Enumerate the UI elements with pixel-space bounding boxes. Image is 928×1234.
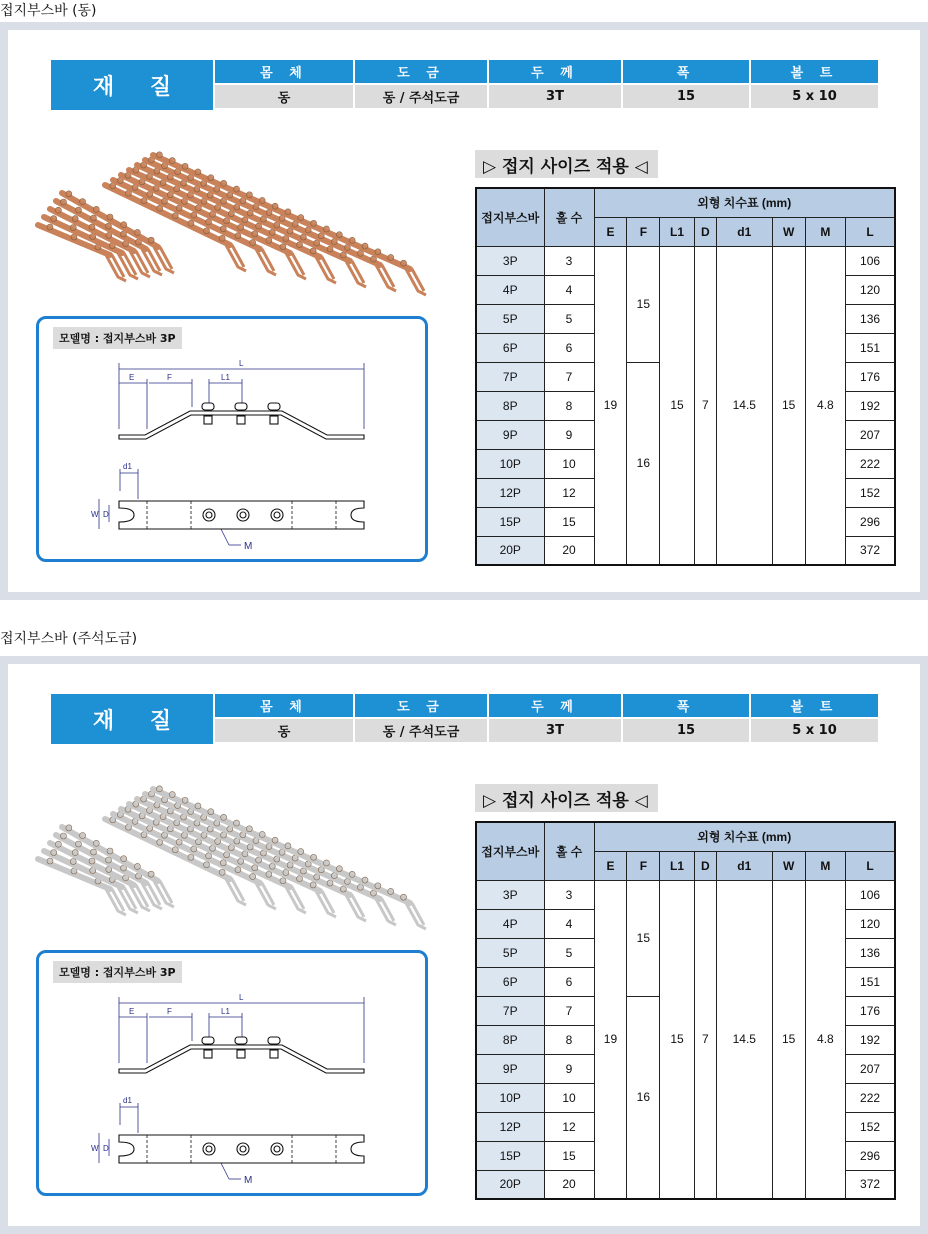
col-header-f: F <box>627 217 660 246</box>
spec-value-body: 동 <box>215 85 353 108</box>
spec-value-bolt: 5 x 10 <box>751 719 878 742</box>
l-cell: 192 <box>846 1025 895 1054</box>
model-cell: 6P <box>476 967 544 996</box>
dimension-label: L1 <box>221 373 230 382</box>
col-header-d: D <box>694 217 716 246</box>
model-cell: 4P <box>476 275 544 304</box>
dimension-label: L <box>239 993 244 1002</box>
dimension-label: W <box>91 1144 99 1153</box>
l-cell: 120 <box>846 275 895 304</box>
material-spec-bar <box>51 694 878 744</box>
l-cell: 106 <box>846 880 895 909</box>
holes-cell: 9 <box>544 1054 594 1083</box>
f-cell-top: 15 <box>627 880 660 996</box>
f-cell-top: 15 <box>627 246 660 362</box>
model-cell: 10P <box>476 1083 544 1112</box>
busbar-drawing <box>39 953 425 1193</box>
col-header-d1: d1 <box>716 851 772 880</box>
spec-header-width: 폭 <box>623 60 749 85</box>
spec-value-thickness: 3T <box>489 719 621 742</box>
dimension-label: F <box>167 373 172 382</box>
busbar-drawing <box>39 319 425 559</box>
holes-cell: 15 <box>544 507 594 536</box>
spec-header-thickness: 두 께 <box>489 694 621 719</box>
group-header-dimensions: 외형 치수표 (mm) <box>594 822 895 851</box>
l-cell: 151 <box>846 333 895 362</box>
col-header-l: L <box>846 217 895 246</box>
holes-cell: 8 <box>544 1025 594 1054</box>
dimension-label: d1 <box>123 1096 132 1105</box>
m-cell: 4.8 <box>805 880 846 1199</box>
dimension-label: D <box>103 1144 109 1153</box>
spec-value-width: 15 <box>623 719 749 742</box>
group-header-dimensions: 외형 치수표 (mm) <box>594 188 895 217</box>
holes-cell: 12 <box>544 478 594 507</box>
col-header-l1: L1 <box>660 217 694 246</box>
model-cell: 5P <box>476 304 544 333</box>
model-cell: 3P <box>476 880 544 909</box>
l-cell: 176 <box>846 362 895 391</box>
l-cell: 296 <box>846 507 895 536</box>
l-cell: 372 <box>846 1170 895 1199</box>
holes-cell: 7 <box>544 362 594 391</box>
dimension-table <box>475 187 896 566</box>
e-cell: 19 <box>594 246 627 565</box>
dimension-label: L <box>239 359 244 368</box>
holes-cell: 3 <box>544 246 594 275</box>
holes-cell: 20 <box>544 536 594 565</box>
l-cell: 222 <box>846 1083 895 1112</box>
l-cell: 207 <box>846 420 895 449</box>
model-cell: 6P <box>476 333 544 362</box>
l-cell: 152 <box>846 478 895 507</box>
col-header-l1: L1 <box>660 851 694 880</box>
l-cell: 192 <box>846 391 895 420</box>
model-cell: 8P <box>476 1025 544 1054</box>
model-cell: 4P <box>476 909 544 938</box>
col-header-d: D <box>694 851 716 880</box>
dimension-label: D <box>103 510 109 519</box>
dimension-diagram <box>36 316 428 562</box>
l-cell: 151 <box>846 967 895 996</box>
holes-cell: 20 <box>544 1170 594 1199</box>
col-header-d1: d1 <box>716 217 772 246</box>
dimension-label: F <box>167 1007 172 1016</box>
holes-cell: 4 <box>544 909 594 938</box>
d1-cell: 14.5 <box>716 246 772 565</box>
model-cell: 20P <box>476 1170 544 1199</box>
holes-cell: 6 <box>544 333 594 362</box>
spec-header-body: 몸 체 <box>215 60 353 85</box>
dimension-label: W <box>91 510 99 519</box>
l-cell: 136 <box>846 304 895 333</box>
l1-cell: 15 <box>660 246 694 565</box>
spec-header-bolt: 볼 트 <box>751 694 878 719</box>
col-header-holes: 홀 수 <box>544 822 594 880</box>
holes-cell: 9 <box>544 420 594 449</box>
col-header-m: M <box>805 217 846 246</box>
l-cell: 106 <box>846 246 895 275</box>
spec-header-plating: 도 금 <box>355 694 487 719</box>
m-cell: 4.8 <box>805 246 846 565</box>
spec-header-body: 몸 체 <box>215 694 353 719</box>
model-cell: 20P <box>476 536 544 565</box>
l-cell: 372 <box>846 536 895 565</box>
product-photo <box>30 145 450 305</box>
size-application-title: ▷ 접지 사이즈 적용 ◁ <box>475 784 658 812</box>
dimension-diagram <box>36 950 428 1196</box>
e-cell: 19 <box>594 880 627 1199</box>
l-cell: 176 <box>846 996 895 1025</box>
size-application-title: ▷ 접지 사이즈 적용 ◁ <box>475 150 658 178</box>
model-cell: 7P <box>476 362 544 391</box>
dimension-label: E <box>129 373 135 382</box>
dimension-label: E <box>129 1007 135 1016</box>
col-header-e: E <box>594 217 627 246</box>
holes-cell: 10 <box>544 449 594 478</box>
model-cell: 5P <box>476 938 544 967</box>
dimension-label: d1 <box>123 462 132 471</box>
spec-value-width: 15 <box>623 85 749 108</box>
l-cell: 152 <box>846 1112 895 1141</box>
col-header-w: W <box>772 217 805 246</box>
holes-cell: 3 <box>544 880 594 909</box>
holes-cell: 6 <box>544 967 594 996</box>
spec-header-width: 폭 <box>623 694 749 719</box>
material-spec-bar <box>51 60 878 110</box>
model-cell: 15P <box>476 507 544 536</box>
section-title: 접지부스바 (주석도금) <box>0 631 138 647</box>
model-cell: 3P <box>476 246 544 275</box>
product-photo <box>30 779 450 939</box>
spec-value-thickness: 3T <box>489 85 621 108</box>
col-header-f: F <box>627 851 660 880</box>
spec-value-plating: 동 / 주석도금 <box>355 85 487 108</box>
col-header-busbar: 접지부스바 <box>476 188 544 246</box>
dimension-table <box>475 821 896 1200</box>
f-cell-bottom: 16 <box>627 362 660 565</box>
col-header-busbar: 접지부스바 <box>476 822 544 880</box>
spec-value-plating: 동 / 주석도금 <box>355 719 487 742</box>
model-cell: 10P <box>476 449 544 478</box>
dimension-label: M <box>244 541 253 552</box>
holes-cell: 10 <box>544 1083 594 1112</box>
l-cell: 207 <box>846 1054 895 1083</box>
dimension-label: L1 <box>221 1007 230 1016</box>
spec-value-bolt: 5 x 10 <box>751 85 878 108</box>
table-row <box>476 880 895 909</box>
spec-header-plating: 도 금 <box>355 60 487 85</box>
spec-value-body: 동 <box>215 719 353 742</box>
col-header-e: E <box>594 851 627 880</box>
w-cell: 15 <box>772 880 805 1199</box>
model-cell: 12P <box>476 478 544 507</box>
section-title: 접지부스바 (동) <box>0 3 97 19</box>
holes-cell: 5 <box>544 304 594 333</box>
col-header-holes: 홀 수 <box>544 188 594 246</box>
col-header-w: W <box>772 851 805 880</box>
model-cell: 12P <box>476 1112 544 1141</box>
l1-cell: 15 <box>660 880 694 1199</box>
table-row <box>476 246 895 275</box>
model-cell: 8P <box>476 391 544 420</box>
model-name-label: 모델명 : 접지부스바 3P <box>53 961 182 983</box>
material-label: 재 질 <box>51 60 213 110</box>
holes-cell: 4 <box>544 275 594 304</box>
col-header-l: L <box>846 851 895 880</box>
holes-cell: 7 <box>544 996 594 1025</box>
holes-cell: 5 <box>544 938 594 967</box>
model-cell: 9P <box>476 1054 544 1083</box>
l-cell: 222 <box>846 449 895 478</box>
holes-cell: 12 <box>544 1112 594 1141</box>
w-cell: 15 <box>772 246 805 565</box>
model-cell: 7P <box>476 996 544 1025</box>
material-label: 재 질 <box>51 694 213 744</box>
spec-header-bolt: 볼 트 <box>751 60 878 85</box>
d-cell: 7 <box>694 880 716 1199</box>
spec-header-thickness: 두 께 <box>489 60 621 85</box>
model-name-label: 모델명 : 접지부스바 3P <box>53 327 182 349</box>
dimension-label: M <box>244 1175 253 1186</box>
l-cell: 136 <box>846 938 895 967</box>
d-cell: 7 <box>694 246 716 565</box>
f-cell-bottom: 16 <box>627 996 660 1199</box>
holes-cell: 15 <box>544 1141 594 1170</box>
model-cell: 9P <box>476 420 544 449</box>
col-header-m: M <box>805 851 846 880</box>
l-cell: 120 <box>846 909 895 938</box>
product-panel <box>0 22 928 600</box>
model-cell: 15P <box>476 1141 544 1170</box>
product-panel <box>0 656 928 1234</box>
l-cell: 296 <box>846 1141 895 1170</box>
d1-cell: 14.5 <box>716 880 772 1199</box>
holes-cell: 8 <box>544 391 594 420</box>
